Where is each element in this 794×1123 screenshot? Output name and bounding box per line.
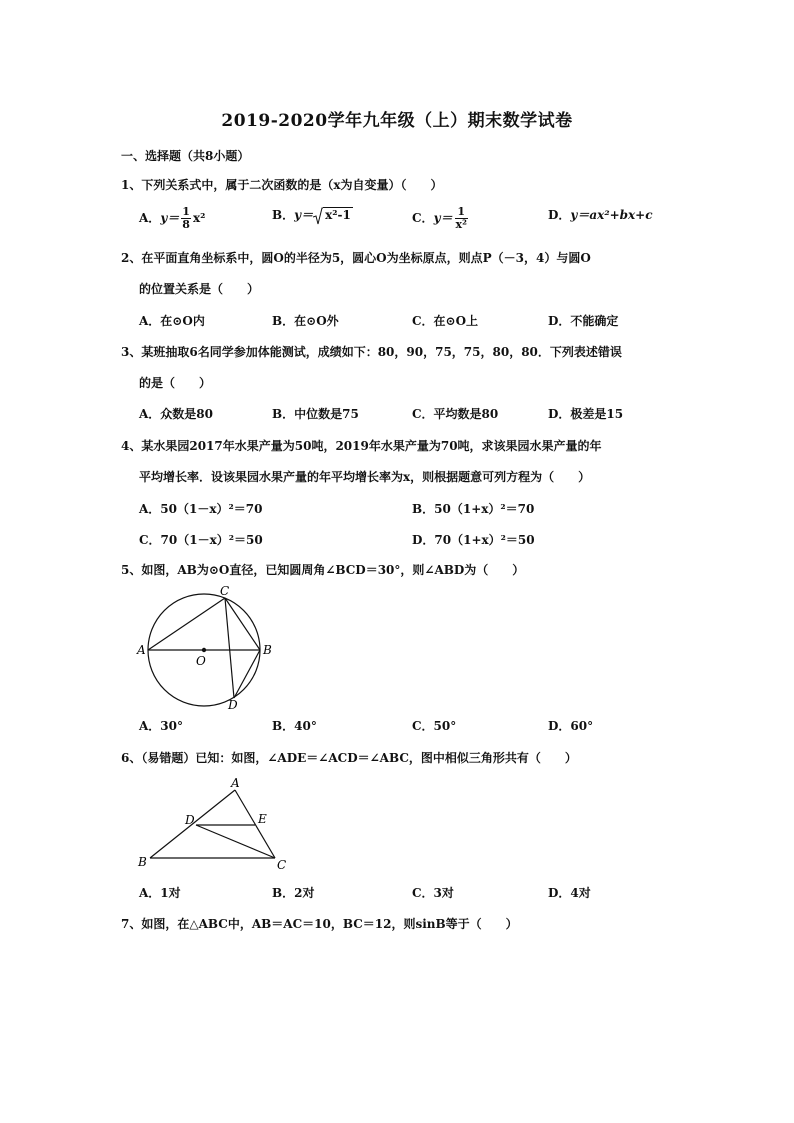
- question-text: 如图，AB为⊙O直径，已知圆周角∠BCD＝30°，则∠ABD为（ ）: [141, 563, 525, 577]
- label-b: B: [263, 643, 272, 657]
- option-4d: D．70（1+x）²＝50: [412, 533, 535, 547]
- triangle-figure: [130, 773, 300, 873]
- chord-cd: [225, 598, 234, 698]
- question-1: [121, 176, 443, 194]
- question-6: [121, 749, 577, 767]
- label-o: O: [196, 654, 206, 668]
- center-point: [202, 648, 206, 652]
- segment-dc: [196, 825, 275, 858]
- question-4: [121, 437, 602, 455]
- question-2: [121, 249, 591, 267]
- question-number: 6、: [121, 751, 142, 765]
- question-number: 5、: [121, 563, 142, 577]
- option-5b: B．40°: [272, 719, 317, 733]
- question-number: 3、: [121, 345, 142, 359]
- option-2d: D．不能确定: [548, 314, 619, 328]
- option-1a: A．y＝ $\frac{1}{8}$ x²: [139, 205, 206, 231]
- question-3: [121, 343, 622, 361]
- label-d: D: [185, 813, 195, 827]
- label-d: D: [228, 698, 238, 712]
- square-root: x²-1: [313, 206, 353, 225]
- option-6b: B．2对: [272, 886, 315, 900]
- option-6a: A．1对: [139, 886, 181, 900]
- chord-db: [234, 650, 260, 698]
- radical-sign-icon: [313, 207, 323, 225]
- question-text: 如图，在△ABC中，AB＝AC＝10，BC＝12，则sinB等于（ ）: [141, 917, 518, 931]
- circle-figure: [130, 583, 280, 713]
- option-6d: D．4对: [548, 886, 591, 900]
- chord-ac: [148, 598, 225, 650]
- question-text: 下列关系式中，属于二次函数的是（x为自变量）（ ）: [141, 178, 443, 192]
- fraction: $\frac{1}{8}$: [182, 205, 190, 231]
- question-4-line-2: 平均增长率．设该果园水果产量的年平均增长率为x，则根据题意可列方程为（ ）: [139, 470, 591, 484]
- side-ac: [235, 790, 275, 858]
- label-e: E: [258, 812, 267, 826]
- option-3a: A．众数是80: [139, 407, 214, 421]
- question-text: （易错题）已知：如图，∠ADE＝∠ACD＝∠ABC，图中相似三角形共有（ ）: [141, 751, 577, 765]
- option-1b: B．y＝ x²-1: [272, 206, 353, 225]
- question-7: [121, 915, 518, 933]
- question-number: 4、: [121, 439, 142, 453]
- question-number: 7、: [121, 917, 142, 931]
- question-number: 2、: [121, 251, 142, 265]
- label-c: C: [220, 584, 230, 598]
- question-text: 某班抽取6名同学参加体能测试，成绩如下：80，90，75，75，80，80．下列表述错误: [141, 345, 622, 359]
- label-b: B: [138, 855, 147, 869]
- fraction: $\frac{1}{\text{x²}}$: [455, 205, 467, 231]
- option-6c: C．3对: [412, 886, 454, 900]
- option-2b: B．在⊙O外: [272, 314, 339, 328]
- option-4c: C．70（1－x）²＝50: [139, 533, 263, 547]
- question-text: 在平面直角坐标系中，圆O的半径为5，圆心O为坐标原点，则点P（－3，4）与圆O: [141, 251, 591, 265]
- option-2a: A．在⊙O内: [139, 314, 205, 328]
- option-1c: C．y＝ $\frac{1}{\text{x²}}$: [412, 205, 467, 231]
- question-number: 1、: [121, 178, 142, 192]
- option-3d: D．极差是15: [548, 407, 624, 421]
- question-3-line-2: 的是（ ）: [139, 376, 212, 390]
- label-c: C: [277, 858, 287, 872]
- question-2-line-2: 的位置关系是（ ）: [139, 282, 260, 296]
- label-a: A: [231, 776, 240, 790]
- option-4a: A．50（1－x）²＝70: [139, 502, 263, 516]
- label-a: A: [137, 643, 146, 657]
- page-title: 2019-2020学年九年级（上）期末数学试卷: [221, 111, 573, 131]
- option-5d: D．60°: [548, 719, 594, 733]
- chord-cb: [225, 598, 260, 650]
- option-3b: B．中位数是75: [272, 407, 359, 421]
- option-3c: C．平均数是80: [412, 407, 499, 421]
- option-5a: A．30°: [139, 719, 184, 733]
- question-text: 某水果园2017年水果产量为50吨，2019年水果产量为70吨，求该果园水果产量的年: [141, 439, 602, 453]
- option-1d: D．y＝ax²+bx+c: [548, 208, 653, 222]
- option-2c: C．在⊙O上: [412, 314, 479, 328]
- section-heading: 一、选择题（共8小题）: [121, 149, 250, 163]
- option-5c: C．50°: [412, 719, 457, 733]
- question-5: [121, 561, 524, 579]
- option-4b: B．50（1+x）²＝70: [412, 502, 535, 516]
